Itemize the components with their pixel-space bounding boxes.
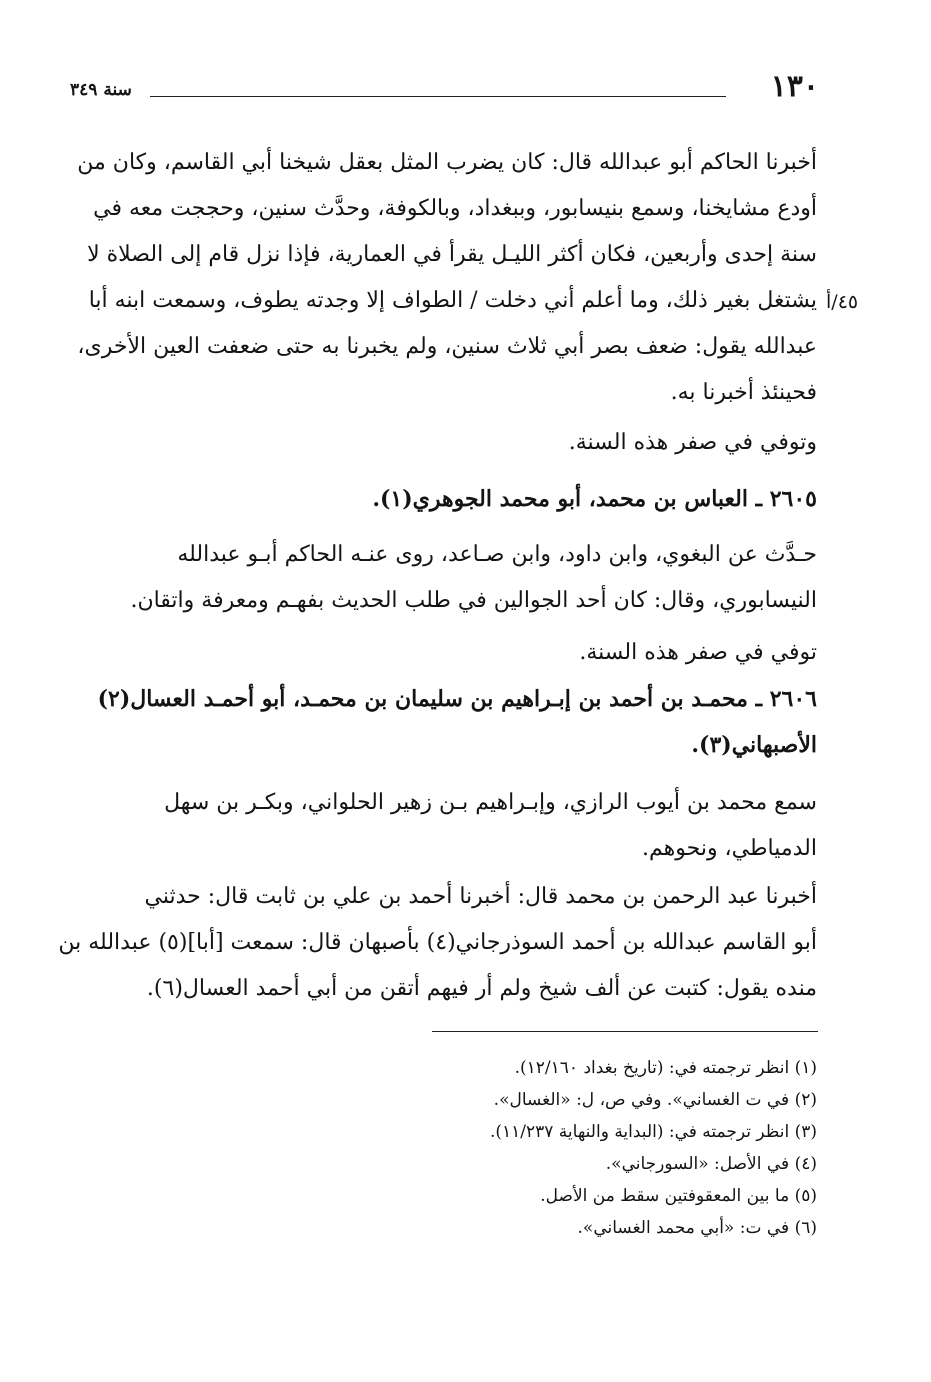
footnote: (١) انظر ترجمته في: (تاريخ بغداد ١٢/١٦٠). [514, 1058, 817, 1078]
text-line: سمع محمد بن أيوب الرازي، وإبـراهيم بـن زهير الحلواني، وبكـر بن سهل [164, 790, 817, 815]
paragraph [72, 420, 872, 466]
footnote: (٢) في ت الغساني». وفي ص، ل: «الغسال». [493, 1090, 817, 1110]
page-number: ١٣٠ [770, 69, 819, 104]
text-line: عبدالله يقول: ضعف بصر أبي ثلاث سنين، ولم يخبرنا به حتى ضعفت العين الأخرى، [77, 334, 817, 359]
manuscript-folio-ref: ٤٥/أ [826, 291, 859, 313]
text-line: فحينئذ أخبرنا به. [670, 380, 817, 405]
footnote: (٣) انظر ترجمته في: (البداية والنهاية ١١/٢٣٧). [489, 1122, 817, 1142]
text-line: يشتغل بغير ذلك، وما أعلم أني دخلت / الطواف إلا وجدته يطوف، وسمعت ابنه أبا [88, 288, 817, 313]
paragraph [72, 780, 817, 872]
text-line: الأصبهاني(٣). [691, 732, 817, 758]
entry-heading [72, 476, 817, 522]
text-line: النيسابوري، وقال: كان أحد الجوالين في طلب الحديث بفهـم ومعرفة واتقان. [130, 588, 817, 613]
text-line: أودع مشايخنا، وسمع بنيسابور، وببغداد، وبالكوفة، وحدَّث سنين، وحججت معه في [93, 196, 817, 221]
text-line: أخبرنا عبد الرحمن بن محمد قال: أخبرنا أحمد بن علي بن ثابت قال: حدثني [144, 884, 817, 909]
text-line: حـدَّث عن البغوي، وابن داود، وابن صـاعد، روى عنـه الحاكم أبـو عبدالله [177, 542, 817, 567]
text-line: وتوفي في صفر هذه السنة. [568, 430, 817, 455]
text-line: سنة إحدى وأربعين، فكان أكثر الليـل يقرأ في العمارية، فإذا نزل قام إلى الصلاة لا [87, 242, 817, 267]
text-line: توفي في صفر هذه السنة. [579, 640, 817, 665]
text-line: منده يقول: كتبت عن ألف شيخ ولم أر فيهم أتقن من أبي أحمد العسال(٦). [146, 976, 817, 1001]
paragraph [72, 532, 817, 624]
paragraph [72, 140, 817, 416]
footnotes [200, 1052, 817, 1244]
text-line: أخبرنا الحاكم أبو عبدالله قال: كان يضرب المثل بعقل شيخنا أبي القاسم، وكان من [77, 150, 817, 175]
footnote-rule [432, 1031, 818, 1032]
running-header-year: سنة ٣٤٩ [70, 80, 132, 100]
footnote: (٥) ما بين المعقوفتين سقط من الأصل. [540, 1186, 817, 1206]
text-line: أبو القاسم عبدالله بن أحمد السوذرجاني(٤) بأصبهان قال: سمعت [أبا](٥) عبدالله بن [58, 930, 817, 955]
text-line: ٢٦٠٦ ـ محمـد بن أحمد بن إبـراهيم بن سليمان بن محمـد، أبو أحمـد العسال(٢) [97, 686, 817, 712]
text-line: الدمياطي، ونحوهم. [642, 836, 817, 861]
footnote: (٦) في ت: «أبي محمد الغساني». [577, 1218, 817, 1238]
paragraph [72, 630, 872, 676]
entry-heading [72, 676, 817, 768]
footnote: (٤) في الأصل: «السورجاني». [605, 1154, 817, 1174]
paragraph [58, 874, 817, 1012]
header-rule [150, 96, 726, 97]
text-line: ٢٦٠٥ ـ العباس بن محمد، أبو محمد الجوهري(١). [372, 486, 817, 512]
